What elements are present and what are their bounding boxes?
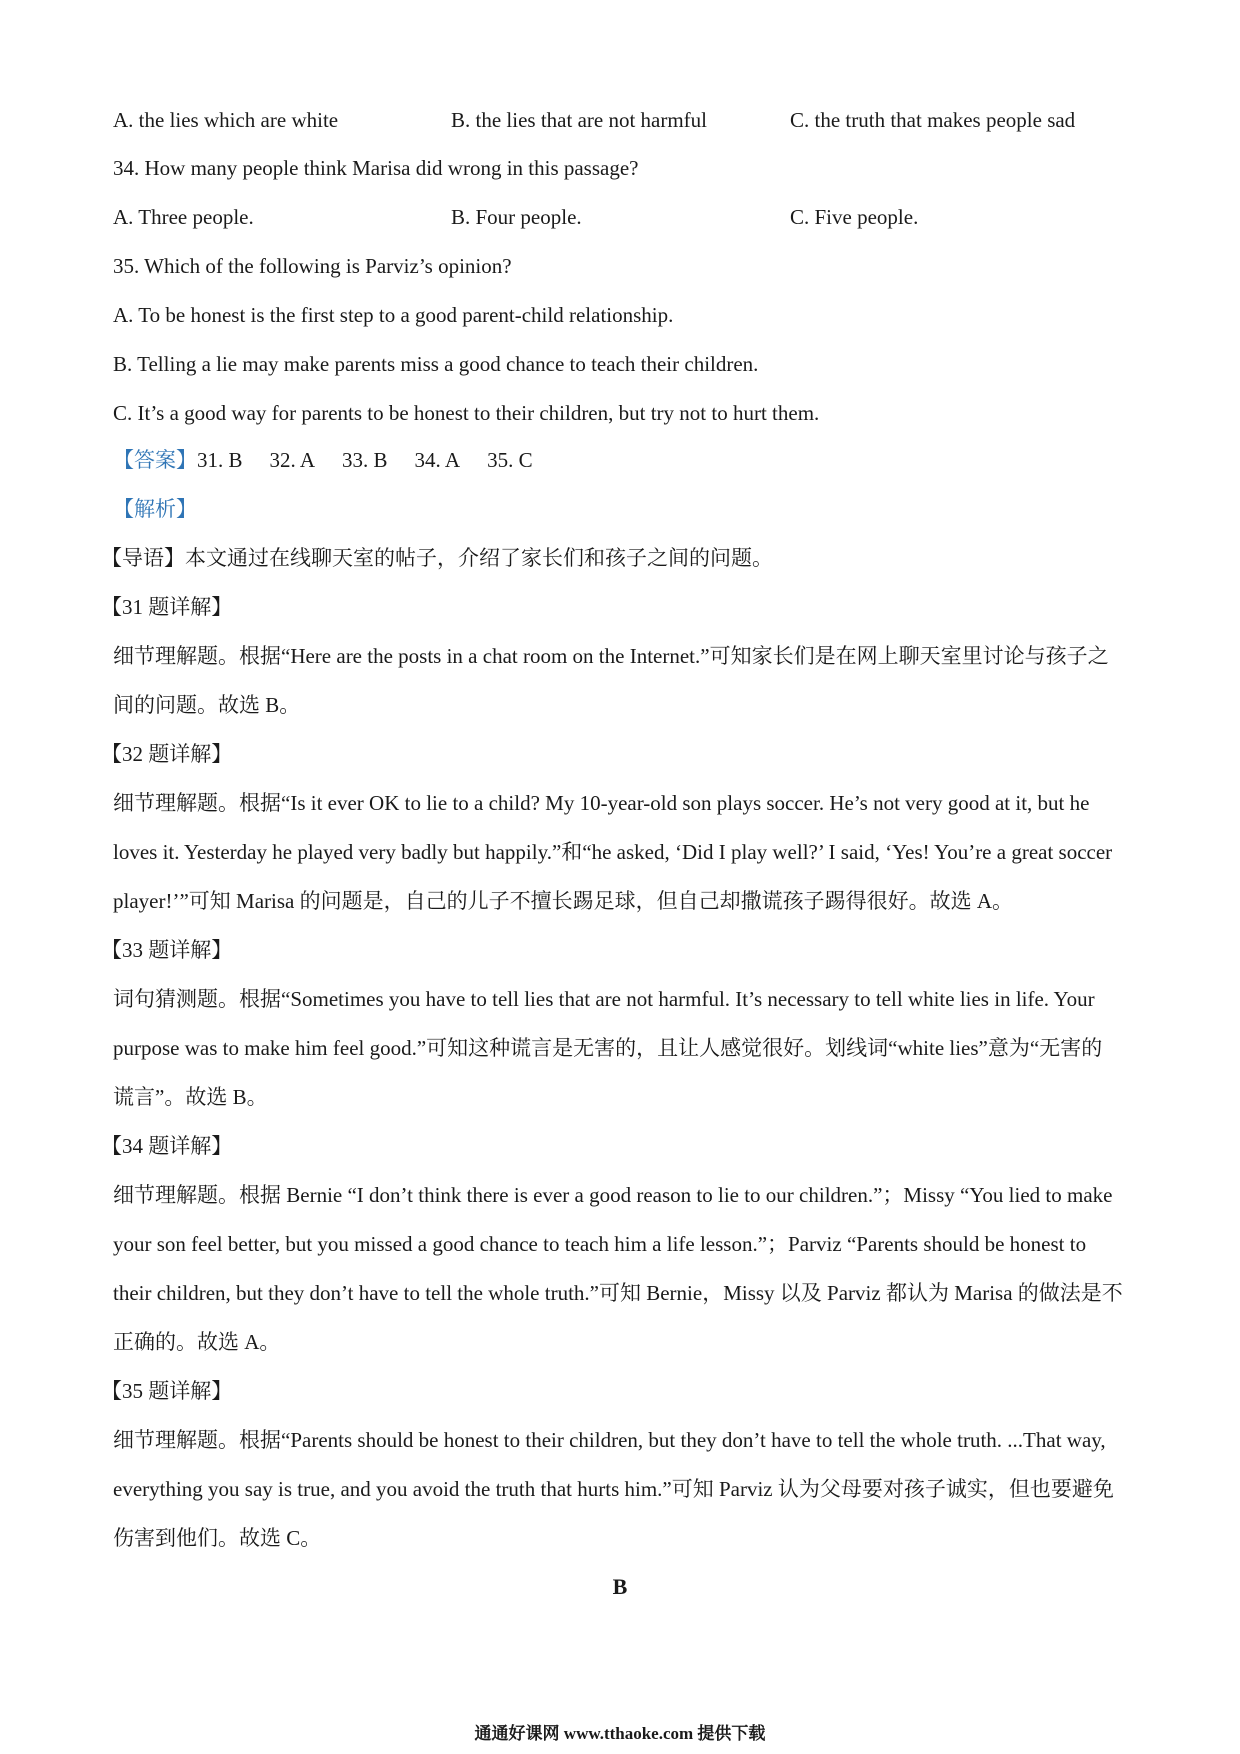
detail-34-text: 细节理解题。根据 Bernie “I don’t think there is ever a good reason to lie to our children.”；Missy “You lied to make your son feel better, but you missed a good chance to teach him a life lesson.”；Parviz “Parents should be honest to their children, but they don’t have to tell the whole truth.”可知 Bernie，Missy 以及 Parviz 都认为 Marisa 的做法是不正确的。故选 A。 [113, 1183, 1123, 1354]
q34-option-a: A. Three people. [113, 205, 254, 229]
q33-option-a: A. the lies which are white [113, 108, 339, 132]
footer-source: 通通好课网 www.tthaoke.com 提供下载 [474, 1724, 766, 1743]
intro-text: 本文通过在线聊天室的帖子，介绍了家长们和孩子之间的问题。 [185, 546, 773, 570]
detail-35-heading: 【35 题详解】 [101, 1379, 233, 1403]
answer-item: 35. C [487, 448, 533, 472]
section-letter: B [612, 1574, 628, 1599]
answer-item: 33. B [342, 448, 388, 472]
q35-option-b: B. Telling a lie may make parents miss a good chance to teach their children. [113, 352, 759, 376]
q33-options [113, 106, 1123, 134]
q35-option-a: A. To be honest is the first step to a good parent-child relationship. [113, 303, 674, 327]
q34-option-c: C. Five people. [790, 205, 919, 229]
answer-item: 31. B [197, 448, 243, 472]
answer-item: 34. A [414, 448, 461, 472]
q34-question: 34. How many people think Marisa did wrong in this passage? [113, 156, 639, 180]
q34-option-b: B. Four people. [451, 205, 582, 229]
intro-tag: 【导语】 [101, 546, 185, 570]
q35-option-c: C. It’s a good way for parents to be honest to their children, but try not to hurt them. [113, 401, 820, 425]
answer-item: 32. A [269, 448, 316, 472]
detail-31-text: 细节理解题。根据“Here are the posts in a chat room on the Internet.”可知家长们是在网上聊天室里讨论与孩子之间的问题。故选 B。 [113, 644, 1109, 717]
q35-question: 35. Which of the following is Parviz’s opinion? [113, 254, 512, 278]
answer-key [113, 446, 560, 474]
detail-35-text: 细节理解题。根据“Parents should be honest to their children, but they don’t have to tell the whole truth. ...That way, everything you say is true, and you avoid the truth that hurts him.”可知 Parviz 认为父母要对孩子诚实，但也要避免伤害到他们。故选 C。 [113, 1428, 1114, 1550]
detail-33-heading: 【33 题详解】 [101, 938, 233, 962]
q33-option-c: C. the truth that makes people sad [790, 108, 1076, 132]
answer-tag: 【答案】 [113, 448, 197, 472]
detail-34-heading: 【34 题详解】 [101, 1134, 233, 1158]
detail-31-heading: 【31 题详解】 [101, 595, 233, 619]
q33-option-b: B. the lies that are not harmful [451, 108, 708, 132]
detail-32-text: 细节理解题。根据“Is it ever OK to lie to a child? My 10-year-old son plays soccer. He’s not very good at it, but he loves it. Yesterday he played very badly but happily.”和“he asked, ‘Did I play well?’ I said, ‘Yes! You’re a great soccer player!’”可知 Marisa 的问题是，自己的儿子不擅长踢足球，但自己却撒谎孩子踢得很好。故选 A。 [113, 791, 1113, 913]
detail-32-heading: 【32 题详解】 [101, 742, 233, 766]
q34-options [113, 203, 1123, 231]
intro-line [101, 544, 773, 572]
detail-33-text: 词句猜测题。根据“Sometimes you have to tell lies that are not harmful. It’s necessary to tell white lies in life. Your purpose was to make him feel good.”可知这种谎言是无害的，且让人感觉很好。划线词“white lies”意为“无害的谎言”。故选 B。 [113, 987, 1103, 1109]
analysis-tag: 【解析】 [113, 497, 197, 521]
